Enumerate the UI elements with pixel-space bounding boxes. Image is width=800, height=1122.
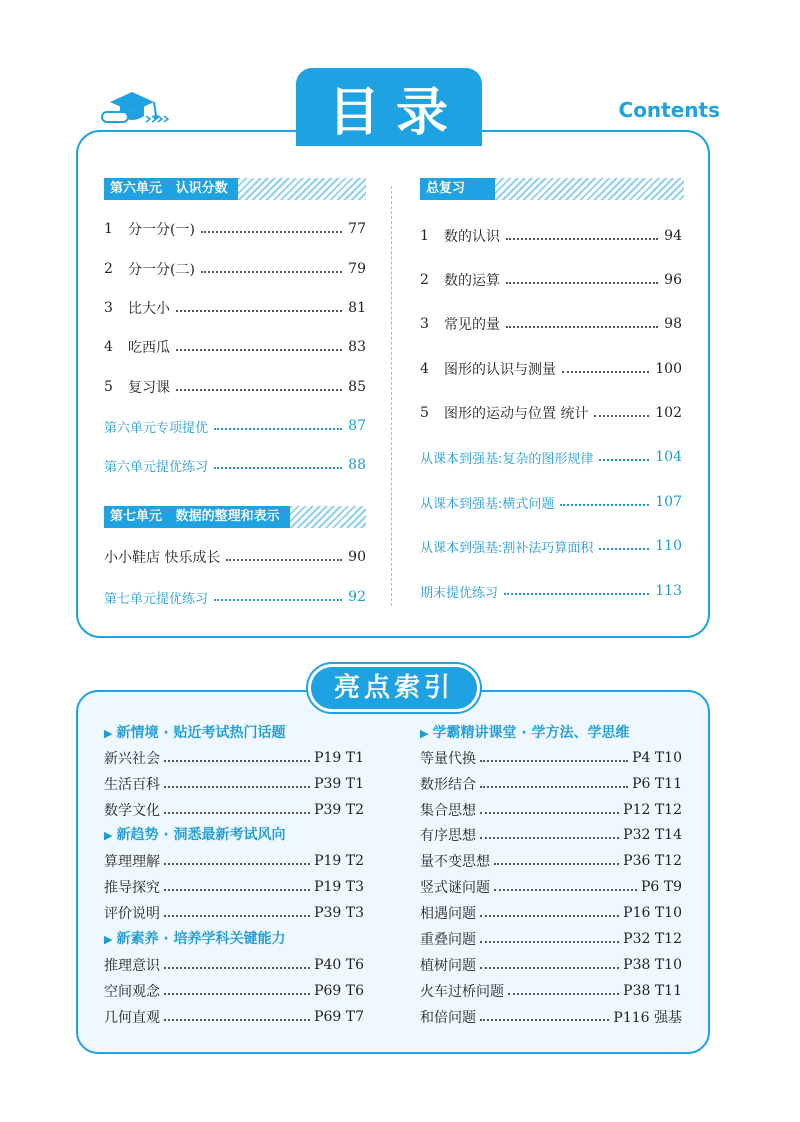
- section-header-unit6: 第六单元 认识分数: [104, 178, 366, 200]
- highlight-item[interactable]: 等量代换 P4 T10: [420, 750, 682, 767]
- section-header-unit7: 第七单元 数据的整理和表示: [104, 506, 366, 528]
- highlight-item[interactable]: 植树问题 P38 T10: [420, 957, 682, 974]
- highlight-item[interactable]: 集合思想 P12 T12: [420, 802, 682, 819]
- highlight-item[interactable]: 空间观念 P69 T6: [104, 983, 364, 1000]
- toc-item[interactable]: 3 比大小 81: [104, 300, 366, 317]
- highlight-item[interactable]: 相遇问题 P16 T10: [420, 905, 682, 922]
- highlight-item[interactable]: 评价说明 P39 T3: [104, 905, 364, 922]
- toc-item[interactable]: 从课本到强基:割补法巧算面积 110: [420, 538, 682, 556]
- highlight-item[interactable]: 数学文化 P39 T2: [104, 802, 364, 819]
- toc-item[interactable]: 期末提优练习 113: [420, 583, 682, 601]
- triangle-icon: ▶: [104, 727, 113, 740]
- toc-item[interactable]: 5 图形的运动与位置 统计 102: [420, 405, 682, 422]
- graduation-cap-icon: [100, 84, 180, 130]
- highlight-category: ▶ 新情境 · 贴近考试热门话题: [104, 725, 286, 741]
- toc-item[interactable]: 从课本到强基:横式问题 107: [420, 494, 682, 512]
- highlight-item[interactable]: 数形结合 P6 T11: [420, 776, 682, 793]
- column-divider: [391, 186, 392, 606]
- toc-item[interactable]: 小小鞋店 快乐成长 90: [104, 549, 366, 566]
- section-header-review: 总复习: [420, 178, 684, 200]
- triangle-icon: ▶: [420, 727, 429, 740]
- toc-item[interactable]: 1 数的认识 94: [420, 228, 682, 245]
- toc-item[interactable]: 2 数的运算 96: [420, 272, 682, 289]
- toc-item[interactable]: 从课本到强基:复杂的图形规律 104: [420, 449, 682, 467]
- highlight-category: ▶ 学霸精讲课堂 · 学方法、学思维: [420, 725, 630, 741]
- highlights-title: 亮点索引: [308, 664, 480, 712]
- highlight-category: ▶ 新趋势 · 洞悉最新考试风向: [104, 827, 286, 843]
- toc-item[interactable]: 第七单元提优练习 92: [104, 589, 366, 607]
- toc-item[interactable]: 5 复习课 85: [104, 379, 366, 396]
- contents-label: Contents: [618, 98, 720, 122]
- toc-item[interactable]: 3 常见的量 98: [420, 316, 682, 333]
- highlight-item[interactable]: 生活百科 P39 T1: [104, 776, 364, 793]
- highlight-item[interactable]: 算理理解 P19 T2: [104, 853, 364, 870]
- toc-item[interactable]: 第六单元提优练习 88: [104, 457, 366, 475]
- highlight-category: ▶ 新素养 · 培养学科关键能力: [104, 931, 286, 947]
- highlight-item[interactable]: 量不变思想 P36 T12: [420, 853, 682, 870]
- triangle-icon: ▶: [104, 829, 113, 842]
- highlight-item[interactable]: 火车过桥问题 P38 T11: [420, 983, 682, 1000]
- highlight-item[interactable]: 和倍问题 P116 强基: [420, 1010, 682, 1026]
- triangle-icon: ▶: [104, 933, 113, 946]
- highlight-item[interactable]: 几何直观 P69 T7: [104, 1009, 364, 1026]
- highlight-item[interactable]: 推理意识 P40 T6: [104, 957, 364, 974]
- page-title: 目录: [296, 68, 482, 146]
- toc-item[interactable]: 4 图形的认识与测量 100: [420, 361, 682, 378]
- toc-item[interactable]: 第六单元专项提优 87: [104, 418, 366, 436]
- highlight-item[interactable]: 推导探究 P19 T3: [104, 879, 364, 896]
- highlight-item[interactable]: 重叠问题 P32 T12: [420, 931, 682, 948]
- toc-item[interactable]: 2 分一分(二) 79: [104, 261, 366, 278]
- toc-item[interactable]: 4 吃西瓜 83: [104, 339, 366, 356]
- highlight-item[interactable]: 有序思想 P32 T14: [420, 827, 682, 844]
- toc-item[interactable]: 1 分一分(一) 77: [104, 221, 366, 238]
- highlight-item[interactable]: 新兴社会 P19 T1: [104, 750, 364, 767]
- highlight-item[interactable]: 竖式谜问题 P6 T9: [420, 879, 682, 896]
